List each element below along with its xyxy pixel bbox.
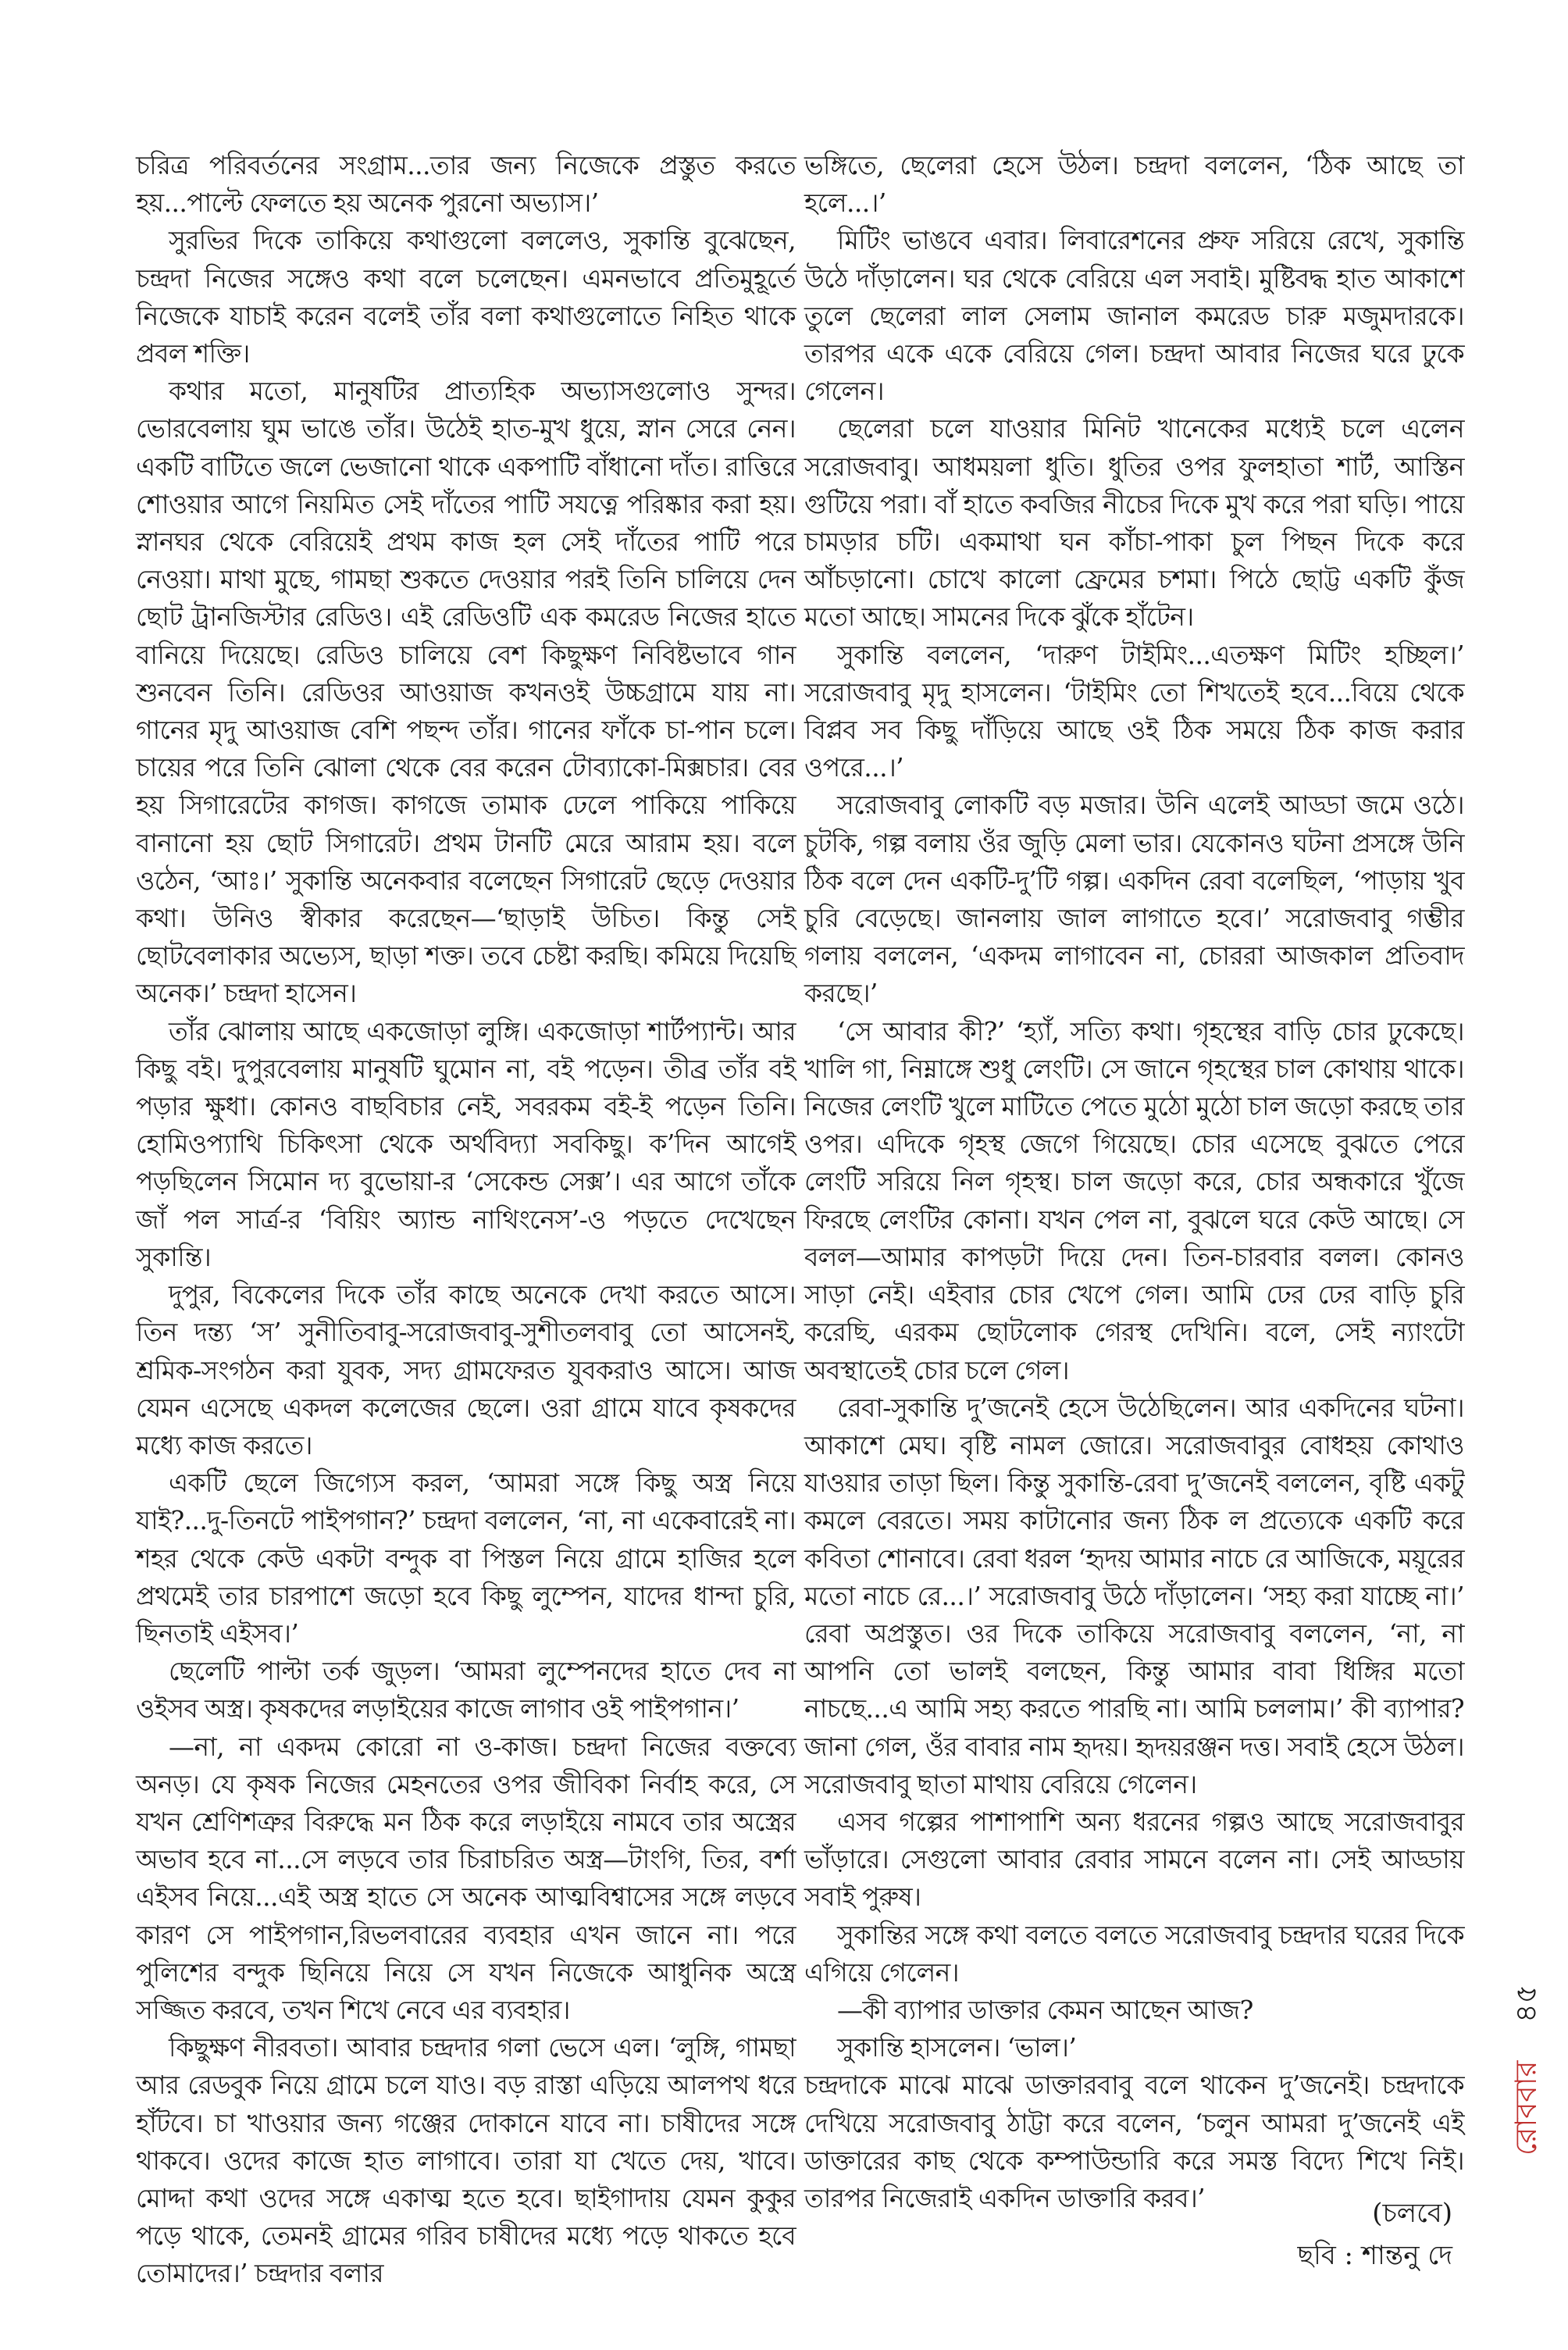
continued-label: (চলবে) <box>1372 2198 1452 2229</box>
paragraph: সুকান্তির সঙ্গে কথা বলতে বলতে সরোজবাবু চন্দ্রদার ঘরের দিকে এগিয়ে গেলেন। <box>804 1919 1464 1988</box>
paragraph: রেবা-সুকান্তি দু’জনেই হেসে উঠেছিলেন। আর একদিনের ঘটনা। আকাশে মেঘ। বৃষ্টি নামল জোরে। সরোজবাবুর বোধহয় কোথাও যাওয়ার তাড়া ছিল। কিন্তু সুকান্তি-রেবা দু’জনেই বললেন, বৃষ্টি একটু কমলে বেরতে। সময় কাটানোর জন্য ঠিক ল প্রত্যেকে একটি করে কবিতা শোনাবে। রেবা ধরল ‘হৃদয় আমার নাচে রে আজিকে, ময়ূরের মতো নাচে রে...।’ সরোজবাবু উঠে দাঁড়ালেন। ‘সহ্য করা যাচ্ছে না।’ রেবা অপ্রস্তুত। ওর দিকে তাকিয়ে সরোজবাবু বললেন, ‘না, না আপনি তো ভালই বলছেন, কিন্তু আমার বাবা ধিঙ্গির মতো নাচছে...এ আমি সহ্য করতে পারছি না। আমি চললাম।’ কী ব্যাপার? জানা গেল, ওঁর বাবার নাম হৃদয়। হৃদয়রঞ্জন দত্ত। সবাই হেসে উঠল। সরোজবাবু ছাতা মাথায় বেরিয়ে গেলেন। <box>804 1392 1464 1799</box>
paragraph: মিটিং ভাঙবে এবার। লিবারেশনের প্রুফ সরিয়ে রেখে, সুকান্তি উঠে দাঁড়ালেন। ঘর থেকে বেরিয়ে এল সবাই। মুষ্টিবদ্ধ হাত আকাশে তুলে ছেলেরা লাল সেলাম জানাল কমরেড চারু মজুমদারকে। তারপর একে একে বেরিয়ে গেল। চন্দ্রদা আবার নিজের ঘরে ঢুকে গেলেন। <box>804 225 1464 407</box>
paragraph: দুপুর, বিকেলের দিকে তাঁর কাছে অনেকে দেখা করতে আসে। তিন দন্ত্য ‘স’ সুনীতিবাবু-সরোজবাবু-সুশীতলবাবু তো আসেনই, শ্রমিক-সংগঠন করা যুবক, সদ্য গ্রামফেরত যুবকরাও আসে। আজ যেমন এসেছে একদল কলেজের ছেলে। ওরা গ্রামে যাবে কৃষকদের মধ্যে কাজ করতে। <box>136 1279 796 1460</box>
paragraph: কথার মতো, মানুষটির প্রাত্যহিক অভ্যাসগুলোও সুন্দর। ভোরবেলায় ঘুম ভাঙে তাঁর। উঠেই হাত-মুখ ধুয়ে, স্নান সেরে নেন। একটি বাটিতে জলে ভেজানো থাকে একপাটি বাঁধানো দাঁত। রাত্তিরে শোওয়ার আগে নিয়মিত সেই দাঁতের পাটি সযত্নে পরিষ্কার করা হয়। স্নানঘর থেকে বেরিয়েই প্রথম কাজ হল সেই দাঁতের পাটি পরে নেওয়া। মাথা মুছে, গামছা শুকতে দেওয়ার পরই তিনি চালিয়ে দেন ছোট ট্রানজিস্টার রেডিও। এই রেডিওটি এক কমরেড নিজের হাতে বানিয়ে দিয়েছে। রেডিও চালিয়ে বেশ কিছুক্ষণ নিবিষ্টভাবে গান শুনবেন তিনি। রেডিওর আওয়াজ কখনওই উচ্চগ্রামে যায় না। গানের মৃদু আওয়াজ বেশি পছন্দ তাঁর। গানের ফাঁকে চা-পান চলে। চায়ের পরে তিনি ঝোলা থেকে বের করেন টোব্যাকো-মিক্সচার। বের হয় সিগারেটের কাগজ। কাগজে তামাক ঢেলে পাকিয়ে পাকিয়ে বানানো হয় ছোট সিগারেট। প্রথম টানটি মেরে আরাম হয়। বলে ওঠেন, ‘আঃ।’ সুকান্তি অনেকবার বলেছেন সিগারেট ছেড়ে দেওয়ার কথা। উনিও স্বীকার করেছেন—‘ছাড়াই উচিত। কিন্তু সেই ছোটবেলাকার অভ্যেস, ছাড়া শক্ত। তবে চেষ্টা করছি। কমিয়ে দিয়েছি অনেক।’ চন্দ্রদা হাসেন। <box>136 376 796 1009</box>
paragraph: ছেলেটি পাল্টা তর্ক জুড়ল। ‘আমরা লুম্পেনদের হাতে দেব না ওইসব অস্ত্র। কৃষকদের লড়াইয়ের কাজে লাগাব ওই পাইপগান।’ <box>136 1656 796 1724</box>
paragraph: সুরভির দিকে তাকিয়ে কথাগুলো বললেও, সুকান্তি বুঝেছেন, চন্দ্রদা নিজের সঙ্গেও কথা বলে চলেছেন। এমনভাবে প্রতিমুহূর্তে নিজেকে যাচাই করেন বলেই তাঁর বলা কথাগুলোতে নিহিত থাকে প্রবল শক্তি। <box>136 225 796 369</box>
paragraph: ভঙ্গিতে, ছেলেরা হেসে উঠল। চন্দ্রদা বললেন, ‘ঠিক আছে তা হলে...।’ <box>804 150 1464 219</box>
paragraph: ‘সে আবার কী?’ ‘হ্যাঁ, সত্যি কথা। গৃহস্থের বাড়ি চোর ঢুকেছে। খালি গা, নিম্নাঙ্গে শুধু লেংটি। সে জানে গৃহস্থের চাল কোথায় থাকে। নিজের লেংটি খুলে মাটিতে পেতে মুঠো মুঠো চাল জড়ো করছে তার ওপর। এদিকে গৃহস্থ জেগে গিয়েছে। চোর এসেছে বুঝতে পেরে লেংটি সরিয়ে নিল গৃহস্থ। চাল জড়ো করে, চোর অন্ধকারে খুঁজে ফিরছে লেংটির কোনা। যখন পেল না, বুঝলে ঘরে কেউ আছে। সে বলল—আমার কাপড়টা দিয়ে দেন। তিন-চারবার বলল। কোনও সাড়া নেই। এইবার চোর খেপে গেল। আমি ঢের ঢের বাড়ি চুরি করেছি, এরকম ছোটলোক গেরস্থ দেখিনি। বলে, সেই ন্যাংটো অবস্থাতেই চোর চলে গেল। <box>804 1015 1464 1385</box>
paragraph: সুকান্তি বললেন, ‘দারুণ টাইমিং...এতক্ষণ মিটিং হচ্ছিল।’ সরোজবাবু মৃদু হাসলেন। ‘টাইমিং তো শিখতেই হবে...বিয়ে থেকে বিপ্লব সব কিছু দাঁড়িয়ে আছে ওই ঠিক সময়ে ঠিক কাজ করার ওপরে...।’ <box>804 639 1464 783</box>
paragraph: একটি ছেলে জিগ্যেস করল, ‘আমরা সঙ্গে কিছু অস্ত্র নিয়ে যাই?...দু-তিনটে পাইপগান?’ চন্দ্রদা বললেন, ‘না, না একেবারেই না। শহর থেকে কেউ একটা বন্দুক বা পিস্তল নিয়ে গ্রামে হাজির হলে প্রথমেই তার চারপাশে জড়ো হবে কিছু লুম্পেন, যাদের ধান্দা চুরি, ছিনতাই এইসব।’ <box>136 1467 796 1649</box>
magazine-name: রোববার <box>1509 2060 1543 2156</box>
right-text-column <box>804 147 1464 2217</box>
paragraph: তাঁর ঝোলায় আছে একজোড়া লুঙ্গি। একজোড়া শার্টপ্যান্ট। আর কিছু বই। দুপুরবেলায় মানুষটি ঘুমোন না, বই পড়েন। তীব্র তাঁর বই পড়ার ক্ষুধা। কোনও বাছবিচার নেই, সবরকম বই-ই পড়েন তিনি। হোমিওপ্যাথি চিকিৎসা থেকে অর্থবিদ্যা সবকিছু। ক’দিন আগেই পড়ছিলেন সিমোন দ্য বুভোয়া-র ‘সেকেন্ড সেক্স’। এর আগে তাঁকে জাঁ পল সার্ত্র-র ‘বিয়িং অ্যান্ড নাথিংনেস’-ও পড়তে দেখেছেন সুকান্তি। <box>136 1015 796 1272</box>
dialogue-line: —কী ব্যাপার ডাক্তার কেমন আছেন আজ? <box>837 1994 1253 2025</box>
illustration-credit: ছবি : শান্তনু দে <box>1297 2240 1452 2271</box>
paragraph: —না, না একদম কোরো না ও-কাজ। চন্দ্রদা নিজের বক্তব্যে অনড়। যে কৃষক নিজের মেহনতের ওপর জীবিকা নির্বাহ করে, সে যখন শ্রেণিশত্রুর বিরুদ্ধে মন ঠিক করে লড়াইয়ে নামবে তার অস্ত্রের অভাব হবে না...সে লড়বে তার চিরাচরিত অস্ত্র—টাংগি, তির, বর্শা এইসব নিয়ে...এই অস্ত্র হাতে সে অনেক আত্মবিশ্বাসের সঙ্গে লড়বে কারণ সে পাইপগান,রিভলবারের ব্যবহার এখন জানে না। পরে পুলিশের বন্দুক ছিনিয়ে নিয়ে সে যখন নিজেকে আধুনিক অস্ত্রে সজ্জিত করবে, তখন শিখে নেবে এর ব্যবহার। <box>136 1731 796 2025</box>
paragraph: চরিত্র পরিবর্তনের সংগ্রাম...তার জন্য নিজেকে প্রস্তুত করতে হয়...পাল্টে ফেলতে হয় অনেক পুরনো অভ্যাস।’ <box>136 150 796 219</box>
paragraph: কিছুক্ষণ নীরবতা। আবার চন্দ্রদার গলা ভেসে এল। ‘লুঙ্গি, গামছা আর রেডবুক নিয়ে গ্রামে চলে যাও। বড় রাস্তা এড়িয়ে আলপথ ধরে হাঁটবে। চা খাওয়ার জন্য গঞ্জের দোকানে যাবে না। চাষীদের সঙ্গে থাকবে। ওদের কাজে হাত লাগাবে। তারা যা খেতে দেয়, খাবে। মোদ্দা কথা ওদের সঙ্গে একাত্ম হতে হবে। ছাইগাদায় যেমন কুকুর পড়ে থাকে, তেমনই গ্রামের গরিব চাষীদের মধ্যে পড়ে থাকতে হবে তোমাদের।’ চন্দ্রদার বলার <box>136 2032 796 2289</box>
paragraph: চন্দ্রদাকে মাঝে মাঝে ডাক্তারবাবু বলে থাকেন দু’জনেই। চন্দ্রদাকে দেখিয়ে সরোজবাবু ঠাট্টা করে বলেন, ‘চলুন আমরা দু’জনেই এই ডাক্তারের কাছ থেকে কম্পাউন্ডারি করে সমস্ত বিদ্যে শিখে নিই। তারপর নিজেরাই একদিন ডাক্তারি করব।’ <box>804 2070 1464 2213</box>
paragraph: ছেলেরা চলে যাওয়ার মিনিট খানেকের মধ্যেই চলে এলেন সরোজবাবু। আধময়লা ধুতি। ধুতির ওপর ফুলহাতা শার্ট, আস্তিন গুটিয়ে পরা। বাঁ হাতে কবজির নীচের দিকে মুখ করে পরা ঘড়ি। পায়ে চামড়ার চটি। একমাথা ঘন কাঁচা-পাকা চুল পিছন দিকে করে আঁচড়ানো। চোখে কালো ফ্রেমের চশমা। পিঠে ছোট্ট একটি কুঁজ মতো আছে। সামনের দিকে ঝুঁকে হাঁটেন। <box>804 413 1464 633</box>
page-number: ৪৫ <box>1509 1984 1543 2023</box>
paragraph: সুকান্তি হাসলেন। ‘ভাল।’ <box>837 2032 1077 2063</box>
paragraph: সরোজবাবু লোকটি বড় মজার। উনি এলেই আড্ডা জমে ওঠে। চুটকি, গল্প বলায় ওঁর জুড়ি মেলা ভার। যেকোনও ঘটনা প্রসঙ্গে উনি ঠিক বলে দেন একটি-দু’টি গল্প। একদিন রেবা বলেছিল, ‘পাড়ায় খুব চুরি বেড়েছে। জানলায় জাল লাগাতে হবে।’ সরোজবাবু গম্ভীর গলায় বললেন, ‘একদম লাগাবেন না, চোররা আজকাল প্রতিবাদ করছে।’ <box>804 790 1464 1009</box>
paragraph: এসব গল্পের পাশাপাশি অন্য ধরনের গল্পও আছে সরোজবাবুর ভাঁড়ারে। সেগুলো আবার রেবার সামনে বলেন না। সেই আড্ডায় সবাই পুরুষ। <box>804 1806 1464 1913</box>
left-text-column <box>136 147 796 2293</box>
